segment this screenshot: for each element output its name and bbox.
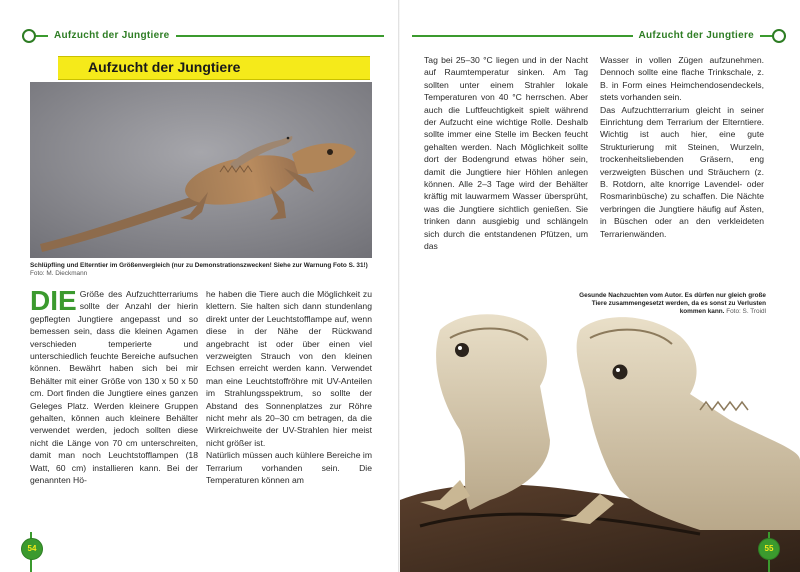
page-number-right: 55 (758, 538, 780, 560)
right-page (400, 0, 800, 572)
running-header-left (22, 28, 384, 44)
chapter-title-banner (58, 56, 370, 80)
photo1-caption (30, 262, 374, 278)
right-column-2-text-b: Das Aufzuchtterrarium gleicht in seiner Einrichtung dem Terrarium der Elterntiere. Wichtig ist auch hier, eine gute Strukturierung mit Steinen, Wurzeln, trockenheitsliebenden Gräsern, eng verzweigten Büschen und Sträuchern (z. B. Rotdorn, alte knorrige Lavendel- oder Rosmarinbüsche) zu schaffen. Die Nächte verbringen die Jungtiere häufig auf Ästen, in Büschen oder an den verkleideten Terrarienwänden. (600, 104, 764, 239)
running-header-label: Aufzucht der Jungtiere (633, 28, 761, 44)
bearded-dragon-adult-and-hatchling-image (30, 82, 372, 258)
juvenile-lizards-photo (400, 290, 800, 572)
left-column-2-text: he haben die Tiere auch die Möglichkeit zu klettern. Sie halten sich dann stundenlang direkt unter der Leuchtstofflampe auf, wenn diese in der Nähe der Rückwand angebracht ist oder über einen viel verzweigten Strauch von den kleinen Echsen erreicht werden kann. Verwendet man eine Leuchtstoffröhre mit UV-Anteilen im Strahlungsspektrum, so sollte der Abstand des Sonnenplatzes zur Röhre nicht mehr als 20–30 cm betragen, da die Wirkreichweite der UV-Strahlen hier meist nicht größer ist. (206, 289, 372, 448)
left-column-1-text: Größe des Aufzuchtterrariums sollte der Anzahl der hierin gepflegten Jungtiere angepasst und so bemessen sein, dass die kleinen Agamen verschieden temperierte und unterschiedlich feuchte Bereiche aufsuchen können. Bewährt haben sich bei mir Behälter mit einer Größe von 130 x 50 x 50 cm. Dort finden die Jungtiere eines ganzen Geleges Platz. Werden kleinere Gruppen gehalten, können auch kleinere Behälter verwendet werden, jedoch sollten diese nicht die Länge von 70 cm unterschreiten, damit man noch Leuchtstofflampen (18 Watt, 60 cm) installieren kann. Bei der genannten Hö- (30, 289, 198, 486)
lizard-photo (30, 82, 372, 258)
running-header-label: Aufzucht der Jungtiere (48, 28, 176, 44)
chapter-title: Aufzucht der Jungtiere (88, 59, 241, 75)
right-column-1 (424, 54, 588, 253)
header-ring-icon (772, 29, 786, 43)
left-column-2 (206, 288, 372, 487)
juvenile-bearded-dragons-image (400, 290, 800, 572)
running-header-right (412, 28, 786, 44)
photo1-caption-text: Schlüpfling und Elterntier im Größenvergleich (nur zu Demonstrationszwecken! Siehe zur Warnung Foto S. 31!) (30, 262, 368, 269)
header-ring-icon (22, 29, 36, 43)
photo2-caption-text: Gesunde Nachzuchten vom Autor. Es dürfen nur gleich große Tiere zusammengesetzt werden, da es sonst zu Verlusten kommen kann. (579, 292, 766, 315)
right-column-2 (600, 54, 764, 240)
photo2-caption (576, 292, 766, 316)
photo2-credit: Foto: S. Troidl (726, 308, 766, 315)
drop-cap: DIE (30, 285, 77, 316)
left-column-2-text-b: Natürlich müssen auch kühlere Bereiche im Terrarium vorhanden sein. Die Temperaturen können am (206, 450, 372, 486)
right-column-1-text: Tag bei 25–30 °C liegen und in der Nacht auf Raumtemperatur sinken. Am Tag sollten unter einem Strahler lokale Temperaturen von 40 °C herrschen. Aber auch die Luftfeuchtigkeit spielt während der Aufzucht eine wichtige Rolle. Deshalb sollte immer eine Stelle im Becken feucht gehalten werden. Nach Möglichkeit sollte dort der Bodengrund etwas höher sein, damit die Jungtiere hier Höhlen anlegen können. Alle 2–3 Tage wird der Behälter kräftig mit lauwarmem Wasser übersprüht, was die Jungtiere sichtlich genießen. Sie trinken dann ausgiebig und schlängeln sich durch die entstandenen Pfützen, um das (424, 55, 588, 252)
right-column-2-text: Wasser in vollen Zügen aufzunehmen. Dennoch sollte eine flache Trinkschale, z. B. in Form eines Heimchendosendeckels, stets vorhanden sein. (600, 55, 764, 103)
left-column-1 (30, 285, 198, 487)
photo1-credit: Foto: M. Dieckmann (30, 270, 88, 277)
page-number-left: 54 (21, 538, 43, 560)
